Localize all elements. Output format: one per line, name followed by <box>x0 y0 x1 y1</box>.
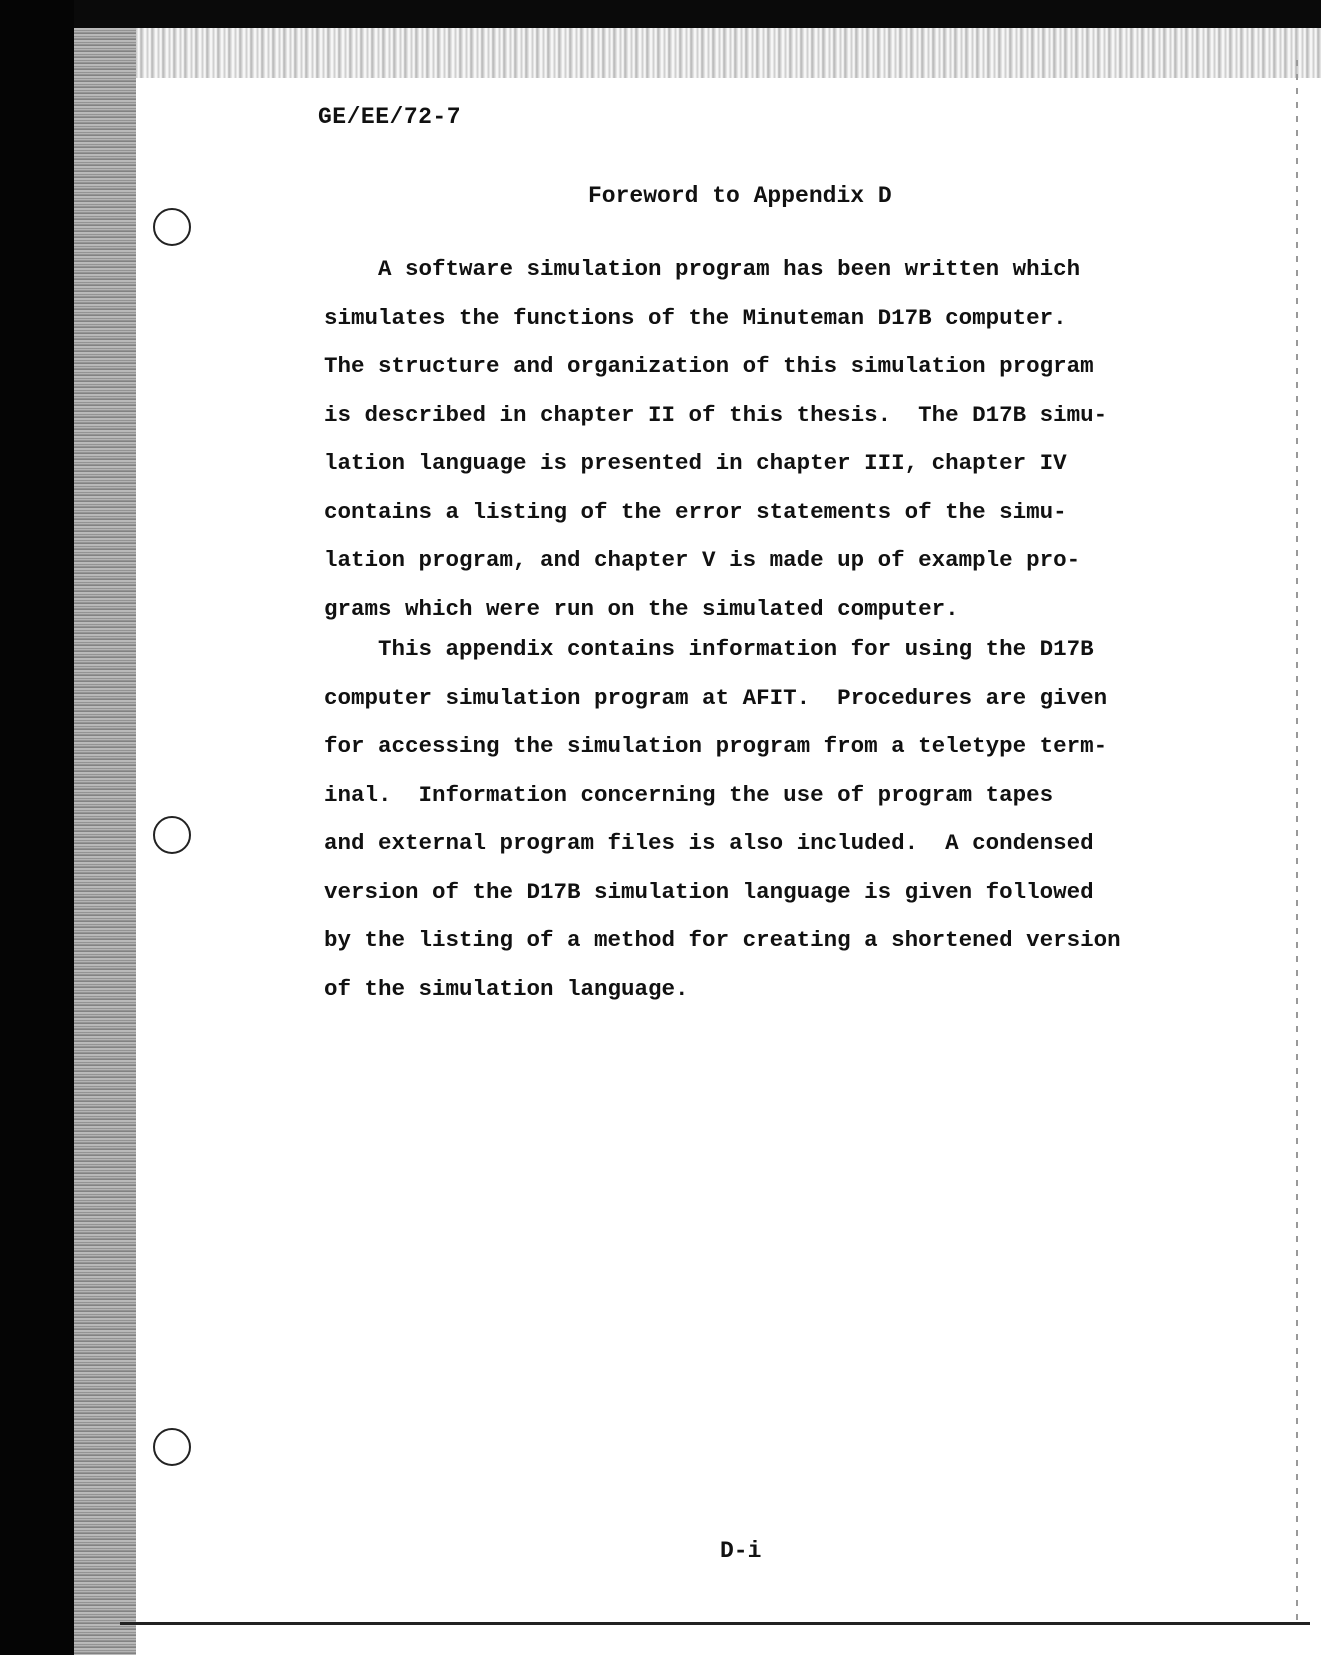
paragraph-line: lation program, and chapter V is made up of example pro- <box>324 547 1081 573</box>
paragraph-line: This appendix contains information for using the D17B <box>324 636 1094 662</box>
paragraph-line: lation language is presented in chapter III, chapter IV <box>324 450 1067 476</box>
paragraph-1 <box>324 245 1154 633</box>
punch-hole-middle <box>153 816 191 854</box>
page-edge-bottom <box>120 1622 1310 1625</box>
paragraph-line: computer simulation program at AFIT. Procedures are given <box>324 684 1108 711</box>
scan-edge-grain <box>74 0 136 1655</box>
paragraph-line: simulates the functions of the Minuteman D17B computer. <box>324 304 1067 331</box>
page-number: D-i <box>720 1538 762 1564</box>
paragraph-line: and external program files is also included. A condensed <box>324 830 1094 856</box>
paragraph-line: contains a listing of the error statements of the simu- <box>324 498 1067 525</box>
paragraph-line: A software simulation program has been written which <box>324 256 1081 282</box>
punch-hole-top <box>153 208 191 246</box>
paragraph-line: The structure and organization of this simulation program <box>324 353 1094 379</box>
punch-hole-bottom <box>153 1428 191 1466</box>
paragraph-line: of the simulation language. <box>324 975 689 1002</box>
paragraph-line: grams which were run on the simulated computer. <box>324 595 959 622</box>
paragraph-line: by the listing of a method for creating a shortened version <box>324 927 1121 953</box>
paragraph-line: for accessing the simulation program from a teletype term- <box>324 733 1108 759</box>
scan-edge-top-grain <box>136 28 1321 78</box>
document-id: GE/EE/72-7 <box>318 104 462 130</box>
scan-edge-left <box>0 0 74 1655</box>
paragraph-line: version of the D17B simulation language is given followed <box>324 878 1094 905</box>
scan-edge-top <box>74 0 1321 28</box>
paragraph-2 <box>324 625 1154 1013</box>
paragraph-line: inal. Information concerning the use of program tapes <box>324 781 1054 808</box>
page-title: Foreword to Appendix D <box>588 183 892 209</box>
page-edge-right <box>1296 60 1298 1620</box>
paragraph-line: is described in chapter II of this thesis. The D17B simu- <box>324 401 1108 428</box>
